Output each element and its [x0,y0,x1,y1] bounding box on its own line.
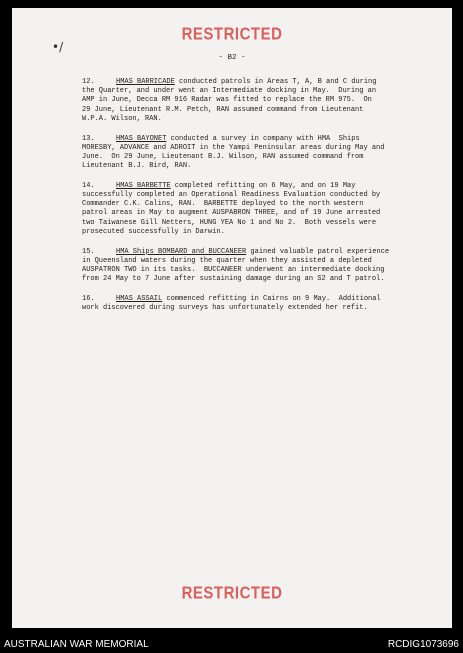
line-text: commenced refitting in Cairns on 9 May. Additional [162,294,381,303]
paragraph-line: successfully completed an Operational Readiness Evaluation conducted by [82,191,381,200]
paragraph-number: 14. [82,181,95,190]
paragraph-line: work discovered during surveys has unfortunately extended her refit. [82,304,368,313]
paragraph-line: Commander C.K. Calins, RAN. BARBETTE deployed to the north western [82,200,364,209]
line-text: gained valuable patrol experience [246,247,390,256]
margin-mark: •/ [52,40,64,54]
paragraph-number: 13. [82,134,95,143]
paragraph-line: Lieutenant B.J. Bird, RAN. [82,162,192,171]
line-text: completed refitting on 6 May, and on 19 May [170,181,356,190]
page-number: - B2 - [218,54,246,62]
restricted-stamp-top: RESTRICTED [181,24,283,45]
paragraph-line: in Queensland waters during the quarter when they assisted a depleted [82,256,372,265]
paragraph-number: 16. [82,294,95,303]
paragraph-line [82,295,422,304]
paragraph-line: W.P.A. Wilson, RAN. [82,114,162,123]
ship-name: HMAS BARBETTE [116,181,171,190]
paragraph-line [82,248,422,257]
paragraph-15 [82,248,422,285]
ship-name: HMAS BAYONET [116,134,167,143]
paragraph-line: prosecuted successfully in Darwin. [82,227,225,236]
document-body [82,78,422,324]
paragraph-line: the Quarter, and under went an Intermediate docking in May. During an [82,87,377,96]
ship-name: HMA Ships BOMBARD and BUCCANEER [116,247,247,256]
paragraph-line: AUSPATRON TWO in its tasks. BUCCANEER underwent an intermediate docking [82,265,385,274]
paragraph-number: 15. [82,247,95,256]
paragraph-line [82,78,422,87]
paragraph-line [82,135,422,144]
archive-reference: RCDIG1073696 [387,639,459,650]
paragraph-14 [82,182,422,237]
paragraph-13 [82,135,422,172]
line-text: conducted a survey in company with HMA Ships [166,134,360,143]
paragraph-line: MORESBY, ADVANCE and ADROIT in the Yampi Peninsular areas during May and [82,143,385,152]
paragraph-line [82,182,422,191]
line-text: conducted patrols in Areas T, A, B and C during [174,78,377,86]
paragraph-line: two Taiwanese Gill Netters, HUNG YEA No 1 and No 2. Both vessels were [82,218,377,227]
document-page [12,8,452,628]
ship-name: HMAS ASSAIL [116,294,163,303]
paragraph-line: from 24 May to 7 June after sustaining damage during an S2 and T patrol. [82,275,385,284]
paragraph-line: AMP in June, Decca RM 916 Radar was fitted to replace the RM 975. On [82,96,372,105]
archive-footer [0,637,463,653]
restricted-stamp-bottom: RESTRICTED [181,583,283,604]
ship-name: HMAS BARRICADE [116,78,175,86]
paragraph-line: 29 June, Lieutenant R.M. Petch, RAN assumed command from Lieutenant [82,105,364,114]
paragraph-12 [82,78,422,124]
paragraph-line: June. On 29 June, Lieutenant B.J. Wilson, RAN assumed command from [82,152,364,161]
paragraph-line: patrol areas in May to augment AUSPABRON THREE, and of 19 June arrested [82,209,381,218]
paragraph-number: 12. [82,78,95,86]
archive-name: AUSTRALIAN WAR MEMORIAL [4,639,149,650]
paragraph-16 [82,295,422,313]
